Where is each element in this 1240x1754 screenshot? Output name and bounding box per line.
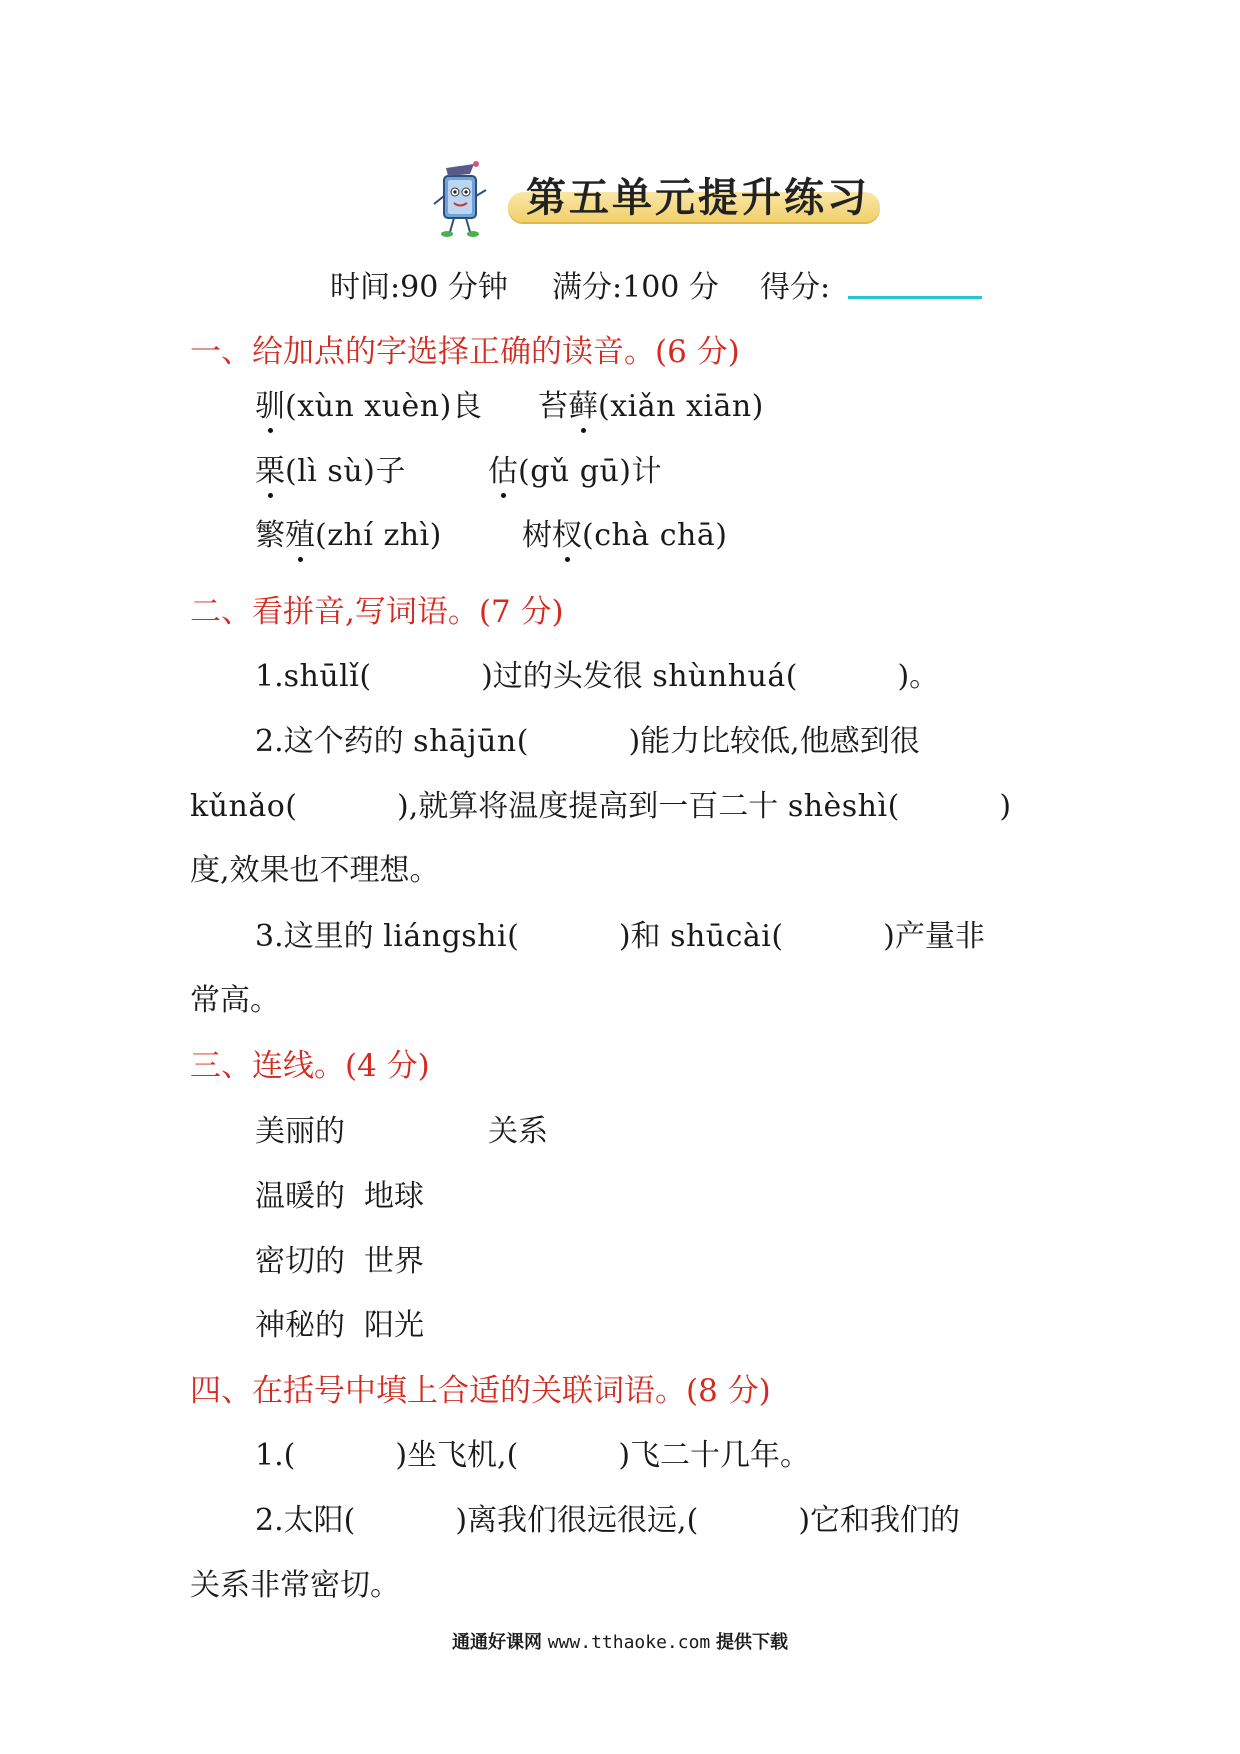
section-3-heading: 三、连线。(4 分)	[190, 1048, 430, 1084]
pinyin: shèshì	[787, 789, 888, 824]
question-text: 坐飞机,	[407, 1438, 507, 1473]
s1-item-3	[255, 446, 405, 490]
s4-question-1: 1.( )坐飞机,( )飞二十几年。	[255, 1438, 811, 1473]
dotted-char: 估	[488, 446, 518, 490]
s1-item-1	[255, 381, 482, 425]
dotted-char: 驯	[255, 381, 285, 425]
s1-item-2	[538, 381, 764, 425]
match-left-3[interactable]: 密切的	[255, 1244, 345, 1279]
question-text: 过的头发很	[492, 659, 643, 694]
pinyin-options: (xiǎn xiān)	[598, 389, 764, 424]
s2-question-3-line-1: 3.这里的 liángshi( )和 shūcài( )产量非	[255, 919, 985, 954]
suffix-char: 子	[375, 454, 406, 489]
dotted-char: 藓	[568, 381, 598, 425]
question-number: 3.	[255, 919, 284, 954]
pinyin: shūcài	[670, 919, 772, 954]
footer-site-name: 通通好课网	[451, 1632, 542, 1653]
match-right-3[interactable]: 世界	[364, 1244, 424, 1279]
question-number: 2.	[255, 1503, 284, 1538]
page-title: 第五单元提升练习	[526, 174, 870, 221]
question-text: 这个药的	[283, 724, 404, 759]
question-text: 它和我们的	[810, 1503, 961, 1538]
pinyin-options: (xùn xuèn)	[285, 389, 452, 424]
pinyin-options: (chà chā)	[582, 518, 728, 553]
s2-question-3-line-2: 常高。	[190, 983, 280, 1018]
s4-question-2-line-2: 关系非常密切。	[190, 1568, 400, 1603]
question-text: ,就算将温度提高到一百二十	[408, 789, 779, 824]
full-score-label: 满分:100 分	[552, 270, 719, 305]
match-left-1[interactable]: 美丽的	[255, 1114, 345, 1149]
section-2-heading: 二、看拼音,写词语。(7 分)	[190, 594, 564, 630]
s4-question-2-line-1: 2.太阳( )离我们很远很远,( )它和我们的	[255, 1503, 961, 1538]
s2-question-1: 1.shūlǐ( )过的头发很 shùnhuá( )。	[255, 659, 940, 694]
score-label: 得分:	[760, 270, 831, 305]
question-text: 这里的	[283, 919, 374, 954]
pinyin: liángshi	[383, 919, 508, 954]
pinyin-options: (gǔ gū)	[518, 454, 632, 489]
footer-tail: 提供下载	[716, 1632, 789, 1653]
question-text: 飞二十几年。	[630, 1438, 811, 1473]
pinyin: shūlǐ	[283, 659, 360, 694]
match-right-4[interactable]: 阳光	[364, 1308, 424, 1343]
question-number: 1.	[255, 1438, 284, 1473]
dotted-char: 栗	[255, 446, 285, 490]
prefix-char: 繁	[255, 518, 285, 553]
s1-item-4	[488, 446, 662, 490]
suffix-char: 良	[451, 389, 482, 424]
pinyin: shājūn	[413, 724, 517, 759]
pinyin: kǔnǎo	[190, 789, 286, 824]
s1-item-5	[255, 510, 442, 554]
suffix-char: 计	[631, 454, 662, 489]
question-text: 和	[630, 919, 661, 954]
pinyin-options: (zhí zhì)	[315, 518, 442, 553]
s1-item-6	[522, 510, 727, 554]
title-block	[430, 160, 890, 240]
punctuation: 。	[909, 659, 940, 694]
footer-url[interactable]: www.tthaoke.com	[547, 1632, 711, 1653]
page-footer	[0, 1628, 1240, 1654]
s2-question-2-line-2: kǔnǎo( ),就算将温度提高到一百二十 shèshì( )	[190, 789, 1012, 824]
question-text: 离我们很远很远,	[467, 1503, 687, 1538]
question-text: 太阳	[283, 1503, 344, 1538]
match-right-1[interactable]: 关系	[488, 1114, 548, 1149]
question-number: 1.	[255, 659, 284, 694]
question-text: 产量非	[894, 919, 985, 954]
dotted-char: 杈	[552, 510, 582, 554]
prefix-char: 苔	[538, 389, 568, 424]
match-left-2[interactable]: 温暖的	[255, 1179, 345, 1214]
dotted-char: 殖	[285, 510, 315, 554]
time-label: 时间:90 分钟	[330, 270, 508, 305]
score-input-line[interactable]	[848, 296, 982, 299]
section-4-heading: 四、在括号中填上合适的关联词语。(8 分)	[190, 1373, 771, 1409]
book-mascot-icon	[430, 160, 490, 240]
pinyin-options: (lì sù)	[285, 454, 376, 489]
prefix-char: 树	[522, 518, 552, 553]
s2-question-2-line-3: 度,效果也不理想。	[190, 853, 440, 888]
match-right-2[interactable]: 地球	[364, 1179, 424, 1214]
question-text: 能力比较低,他感到很	[640, 724, 920, 759]
pinyin: shùnhuá	[652, 659, 786, 694]
s2-question-2-line-1: 2.这个药的 shājūn( )能力比较低,他感到很	[255, 724, 920, 759]
match-left-4[interactable]: 神秘的	[255, 1308, 345, 1343]
section-1-heading: 一、给加点的字选择正确的读音。(6 分)	[190, 334, 740, 370]
question-number: 2.	[255, 724, 284, 759]
